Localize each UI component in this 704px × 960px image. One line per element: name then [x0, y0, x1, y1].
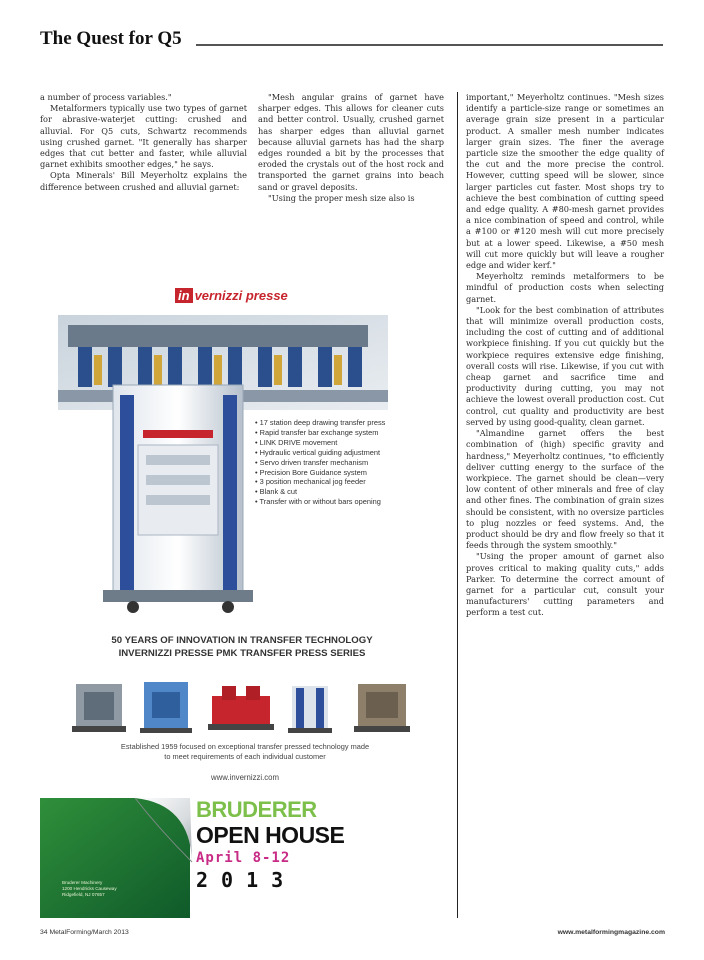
paragraph: a number of process variables." — [40, 92, 172, 102]
article-column-1 — [40, 92, 247, 193]
ad-description-line-2: to meet requirements of each individual customer — [164, 751, 326, 761]
feature-item: • 17 station deep drawing transfer press — [255, 418, 386, 427]
ad-headline-line-2: INVERNIZZI PRESSE PMK TRANSFER PRESS SERIES — [118, 648, 366, 659]
paragraph: "Almandine garnet offers the best combination of (high) specific gravity and hardness," Meyerholtz continues, "to efficiently deliver cutting energy to the surface of the workpiece. The garnet should be clean—very low content of other minerals and free of clay and other fines. The combination of grain sizes should be consistent, with no oversize particles to plug nozzles or feed systems. And, the product should be dry and flow freely so that it feeds through the system smoothly." — [466, 428, 664, 551]
feature-item: • Blank & cut — [255, 487, 298, 497]
feature-item: • 3 position mechanical jog feeder — [255, 477, 366, 487]
paragraph: Meyerholtz reminds metalformers to be mindful of production costs when selecting garnet. — [466, 271, 664, 304]
press-body — [103, 385, 253, 613]
address-line: 1200 Hendricks Causeway — [62, 886, 117, 891]
logo-text: vernizzi presse — [194, 288, 288, 303]
title-rule — [196, 44, 663, 46]
page-footer-url[interactable]: www.metalformingmagazine.com — [557, 929, 665, 936]
ad-headline — [52, 634, 432, 660]
article-running-title: The Quest for Q5 — [40, 28, 182, 49]
paragraph: "Mesh angular grains of garnet have sharper edges. This allows for cleaner cuts and better control. Usually, crushed garnet has sharper edges than alluvial garnet because alluvial garnets has had the sharp edges rounded a bit by the processes that eroded the crystals out of the host rock and transported the garnet grains into beach sand or gravel deposits. — [258, 92, 444, 192]
ad-website-link[interactable]: www.invernizzi.com — [210, 773, 280, 782]
press-thumb-4 — [288, 686, 332, 733]
bruderer-address — [62, 880, 172, 898]
bruderer-logo: BRUDERER — [196, 797, 317, 822]
paragraph: "Using the proper mesh size also is — [268, 192, 415, 203]
address-line: Bruderer Machinery — [62, 880, 103, 885]
paragraph: "Look for the best combination of attributes that will minimize overall production costs, including the cost of cutting and of additional workpiece finishing. If you cut quickly but the workpiece requires extensive edge finishing, overall costs will rise. Likewise, if you cut with cheap garnet and sacrifice time and productivity during cutting, you may not achieve the lowest overall production cost. Cut control, cut quality and productivity are best served by using good-quality, clean garnet. — [466, 304, 664, 427]
paragraph: Metalformers typically use two types of garnet for abrasive-waterjet cutting: crushed and alluvial. For Q5 cuts, Schwartz recommends using crushed garnet. "It generally has sharper edges that cut better and faster, while alluvial garnet exhibits smoother edges," he says. — [40, 103, 247, 170]
open-house-year: 2013 — [196, 868, 297, 892]
open-house-title: OPEN HOUSE — [196, 822, 345, 848]
logo-box-text: in — [175, 288, 193, 303]
feature-item: • Rapid transfer bar exchange system — [255, 427, 379, 437]
press-thumb-3 — [208, 686, 274, 730]
ad-description — [60, 742, 430, 761]
press-feature-list — [255, 418, 425, 507]
open-house-dates: April 8-12 — [196, 850, 291, 866]
paragraph: "Using the proper amount of garnet also proves critical to making quality cuts," adds Parker. To determine the correct amount of garnet for a particular cut, consult your manufacturers' cutting parameters and perform a test cut. — [466, 551, 664, 618]
address-line: Ridgefield, NJ 07657 — [62, 892, 105, 897]
article-column-3 — [466, 92, 664, 619]
column-divider — [457, 92, 458, 918]
press-thumb-2 — [140, 682, 192, 733]
article-column-2 — [258, 92, 444, 204]
page-footer-issue: 34 MetalForming/March 2013 — [40, 929, 129, 936]
ad-description-line-1: Established 1959 focused on exceptional transfer pressed technology made — [120, 742, 370, 751]
ad-headline-line-1: 50 YEARS OF INNOVATION IN TRANSFER TECHNOLOGY — [111, 635, 373, 646]
feature-item: • Hydraulic vertical guiding adjustment — [255, 447, 381, 457]
press-thumb-1 — [72, 684, 126, 732]
press-thumb-5 — [354, 684, 410, 732]
green-page — [40, 798, 190, 918]
paragraph: Opta Minerals' Bill Meyerholtz explains the difference between crushed and alluvial garnet: — [40, 170, 247, 192]
feature-item: • LINK DRIVE movement — [255, 437, 338, 447]
feature-item: • Precision Bore Guidance system — [255, 467, 367, 477]
paragraph: important," Meyerholtz continues. "Mesh sizes identify a particle-size range or sometimes an average grain size present in a particular product. A smaller mesh number indicates larger grain sizes. The finer the average particle size the smoother the edge quality of the cut and the more precise the control. However, cutting speed will be slower, since larger particles cut faster. Most shops try to achieve the best combination of cutting speed and edge quality. A #80-mesh garnet provides a nice combination of speed and control, while a #100 or #120 mesh will cut more precisely but at a lower speed. Likewise, a #50 mesh will cut more quickly but will leave a rougher edge and wider kerf." — [466, 92, 664, 271]
feature-item: • Transfer with or without bars opening — [255, 497, 381, 507]
press-thumbnails — [70, 678, 420, 736]
feature-item: • Servo driven transfer mechanism — [255, 457, 369, 467]
invernizzi-logo — [175, 288, 288, 303]
